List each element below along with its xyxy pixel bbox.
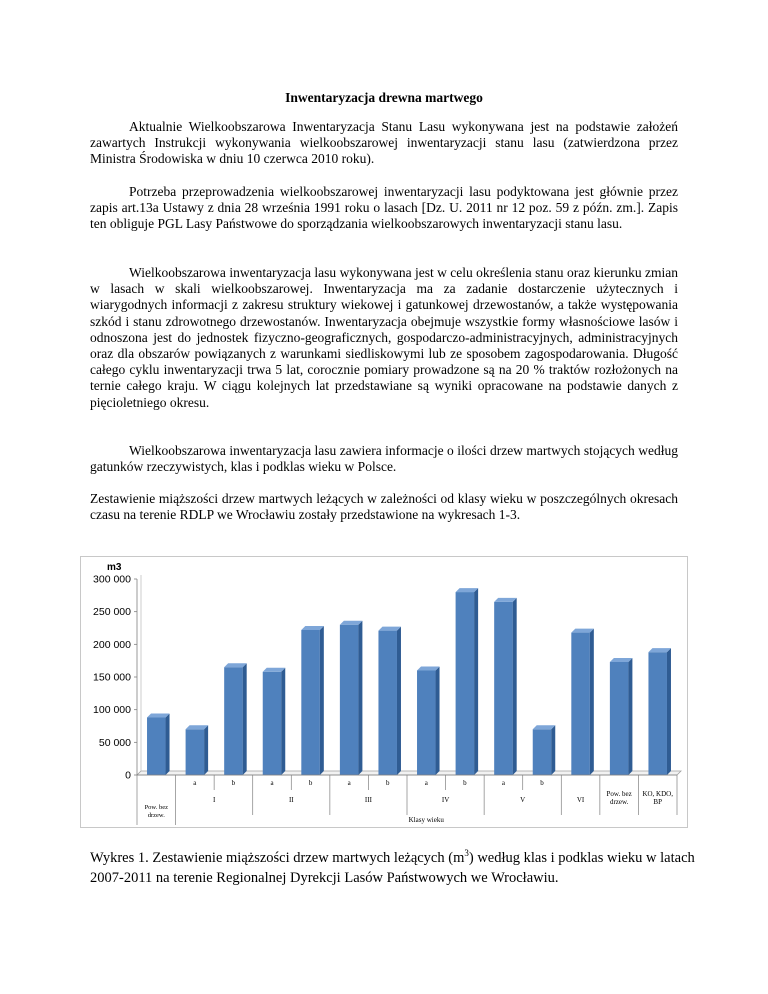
- bar: [147, 718, 166, 775]
- y-tick-label: 50 000: [98, 736, 131, 749]
- x-subclass-label: b: [540, 779, 544, 787]
- x-axis-title: Klasy wieku: [408, 816, 444, 824]
- y-tick-label: 100 000: [93, 704, 131, 717]
- bar-side: [243, 663, 247, 775]
- chart-caption: [90, 848, 710, 888]
- bar: [494, 602, 513, 775]
- bar: [571, 633, 590, 775]
- bar: [186, 729, 205, 775]
- x-group-label: drzew.: [609, 798, 629, 806]
- x-group-label: VI: [576, 796, 585, 804]
- bar-side: [628, 658, 632, 775]
- x-subclass-label: b: [463, 779, 467, 787]
- bar: [340, 625, 359, 775]
- caption-text-start: Wykres 1. Zestawienie miąższości drzew martwych leżących (m: [90, 850, 465, 866]
- bar-side: [281, 668, 285, 775]
- paragraph-5: Zestawienie miąższości drzew martwych leżących w zależności od klasy wieku w poszczególnych okresach czasu na terenie RDLP we Wrocławiu zostały przedstawione na wykresach 1-3.: [90, 491, 678, 523]
- paragraph-3: Wielkoobszarowa inwentaryzacja lasu wykonywana jest w celu określenia stanu oraz kierunku zmian w lasach w skali wielkoobszarowej. Inwentaryzacja ma za zadanie dostarczenie użytecznych i wiarygodnych informacji z zakresu struktury wiekowej i gatunkowej drzewostanów, a także występowania szkód i stanu zdrowotnego drzewostanów. Inwentaryzacja obejmuje wszystkie formy własnościowe lasów i odnoszona jest do jednostek fizyczno-geograficznych, gospodarczo-administracyjnych, administracyjnych oraz dla obszarów powiązanych z warunkami siedliskowymi lub ze sposobem zagospodarowania. Długość całego cyklu inwentaryzacji trwa 5 lat, corocznie pomiary prowadzone są na 20 % traktów rozłożonych na ternie całego kraju. W ciągu kolejnych lat przedstawiane są wyniki opracowane na podstawie danych z pięcioletniego okresu.: [90, 265, 678, 410]
- bar-side: [436, 666, 440, 775]
- bar-side: [358, 621, 362, 775]
- x-subclass-label: a: [270, 779, 274, 787]
- caption-text-end: ) według klas i podklas wieku w latach 2007-2011 na terenie Regionalnej Dyrekcji Lasów Państwowych we Wrocławiu.: [90, 850, 695, 886]
- x-subclass-label: a: [501, 779, 505, 787]
- bar-side: [590, 629, 594, 775]
- x-group-label: IV: [441, 796, 450, 804]
- bar: [378, 631, 397, 775]
- y-tick-label: 250 000: [93, 606, 131, 619]
- x-subclass-label: b: [308, 779, 313, 787]
- y-tick-label: 150 000: [93, 671, 131, 684]
- bar: [533, 729, 552, 775]
- bar: [263, 672, 282, 775]
- bar: [301, 630, 320, 775]
- bar-side: [474, 588, 478, 775]
- x-subclass-label: a: [424, 779, 428, 787]
- x-group-label: III: [364, 796, 372, 804]
- y-tick-label: 300 000: [93, 573, 131, 586]
- bar-chart-svg: [81, 557, 687, 827]
- bar-side: [166, 714, 170, 775]
- x-group-label: BP: [653, 798, 662, 806]
- bar: [417, 670, 436, 775]
- bar: [648, 652, 667, 775]
- bar-side: [397, 627, 401, 775]
- bar-side: [667, 648, 671, 775]
- x-subclass-label: b: [385, 779, 390, 787]
- x-group-label: Pow. bez: [144, 804, 168, 811]
- x-subclass-label: a: [193, 779, 197, 787]
- page-title: Inwentaryzacja drewna martwego: [285, 90, 483, 105]
- paragraph-4: Wielkoobszarowa inwentaryzacja lasu zawiera informacje o ilości drzew martwych stojących według gatunków rzeczywistych, klas i podklas wieku w Polsce.: [90, 443, 678, 475]
- x-group-label: II: [288, 796, 294, 804]
- bar: [224, 667, 243, 775]
- bar: [456, 592, 475, 775]
- bar: [610, 662, 629, 775]
- y-tick-label: 200 000: [93, 638, 131, 651]
- bar-side: [320, 626, 324, 775]
- x-group-label: V: [520, 796, 526, 804]
- caption-superscript: 3: [464, 848, 469, 859]
- x-group-label: drzew.: [147, 812, 165, 819]
- y-axis-title: m3: [107, 562, 122, 573]
- x-subclass-label: b: [231, 779, 236, 787]
- bar-side: [513, 598, 517, 775]
- bar-side: [204, 725, 208, 775]
- chart-floor: [137, 771, 681, 775]
- y-tick-label: 0: [125, 769, 131, 782]
- x-subclass-label: a: [347, 779, 351, 787]
- x-group-label: Pow. bez: [606, 790, 632, 798]
- paragraph-2: Potrzeba przeprowadzenia wielkoobszarowej inwentaryzacji lasu podyktowana jest głównie przez zapis art.13a Ustawy z dnia 28 września 1991 roku o lasach [Dz. U. 2011 nr 12 poz. 59 z późn. zm.]. Zapis ten obliguje PGL Lasy Państwowe do sporządzania wielkoobszarowych inwentaryzacji stanu lasu.: [90, 184, 678, 232]
- paragraph-1: Aktualnie Wielkoobszarowa Inwentaryzacja Stanu Lasu wykonywana jest na podstawie założeń zawartych Instrukcji wykonywania wielkoobszarowej inwentaryzacji stanu lasu (zatwierdzona przez Ministra Środowiska w dniu 10 czerwca 2010 roku).: [90, 119, 678, 167]
- x-group-label: I: [212, 796, 216, 804]
- chart-1: [80, 556, 688, 828]
- x-group-label: KO, KDO,: [642, 790, 673, 798]
- bar-side: [551, 725, 555, 775]
